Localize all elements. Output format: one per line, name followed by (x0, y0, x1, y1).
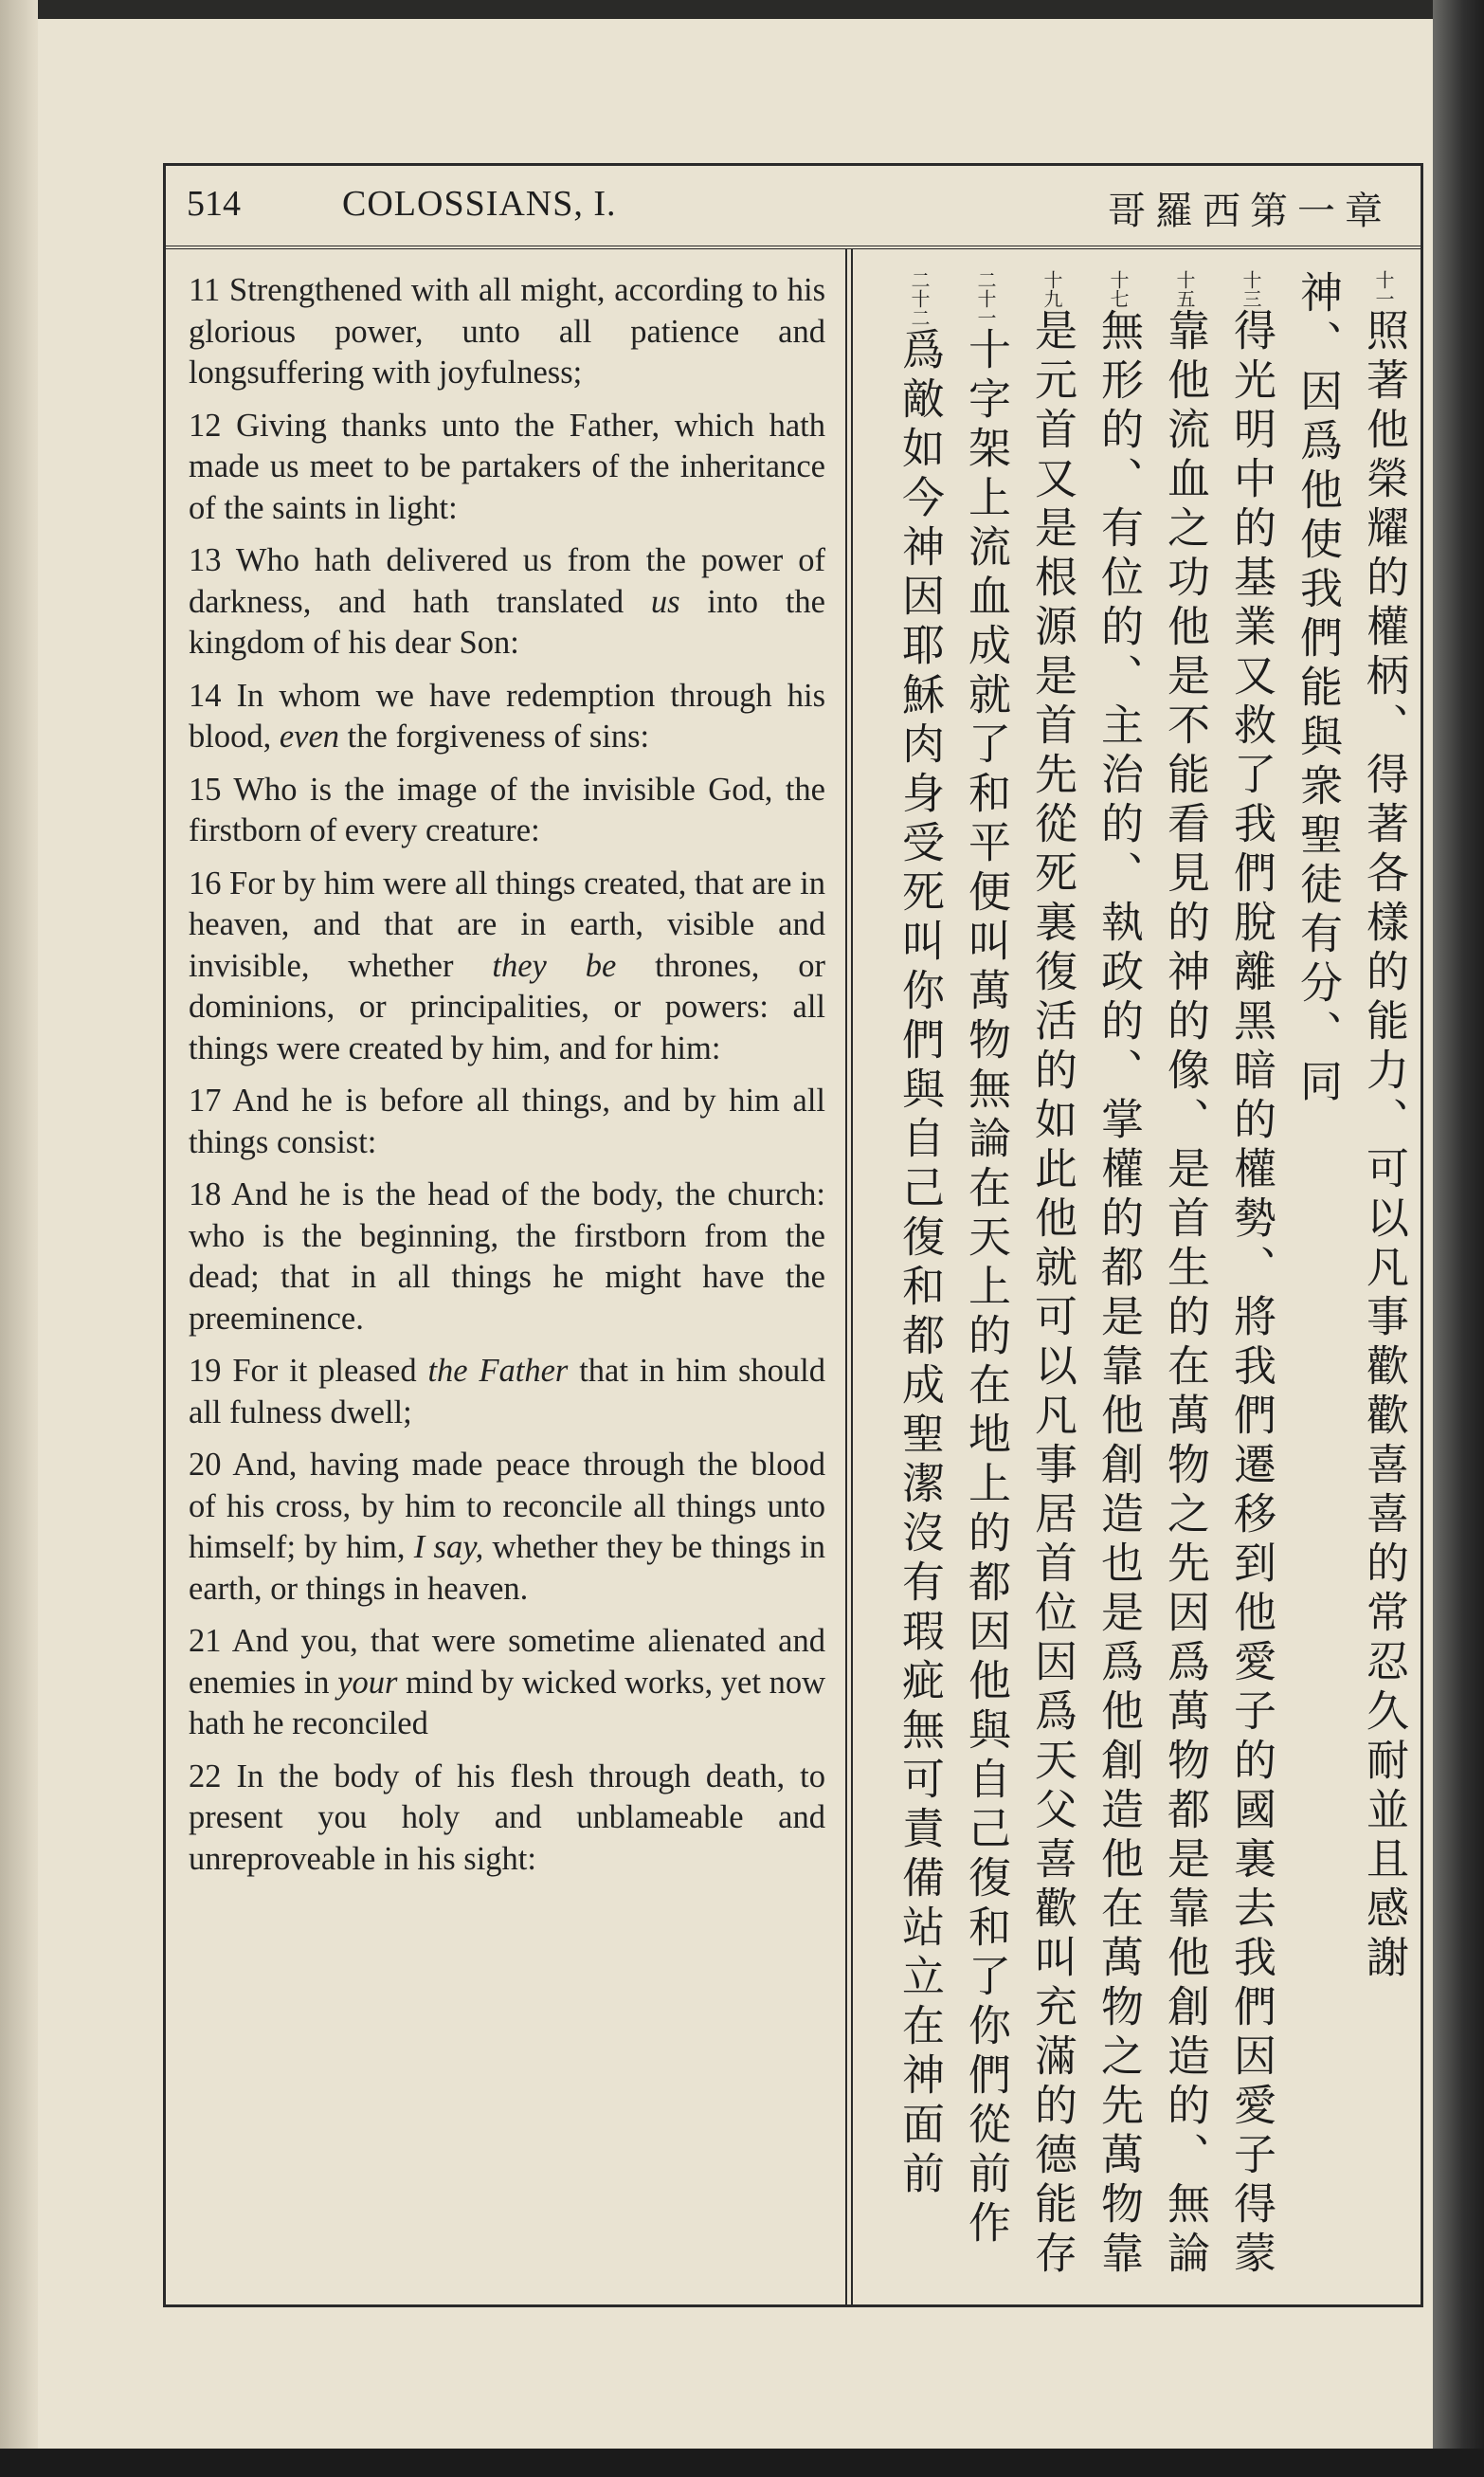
english-column (189, 270, 825, 1891)
scan-top-border (0, 0, 1484, 19)
english-verse (189, 406, 825, 530)
verse-number-mark: 十七 (1107, 270, 1130, 308)
verse-text: mind by wicked works, yet now hath he reconciled (189, 1664, 825, 1741)
verse-text: 22 In the body of his flesh through death, to present you holy and unblameable and unreproveable in his sight: (189, 1758, 825, 1877)
chinese-text-column (1026, 270, 1077, 2289)
verse-italic-text: I say, (413, 1529, 484, 1565)
english-verse (189, 1757, 825, 1881)
english-verse (189, 1445, 825, 1610)
verse-italic-text: the Father (427, 1353, 569, 1389)
chinese-verse-text: 無形的、有位的、主治的、執政的、掌權的都是靠他創造也是爲他創造他在萬物之先萬物靠 (1094, 308, 1144, 2280)
verse-italic-text: even (279, 719, 340, 755)
chinese-verse-text: 得光明中的基業又救了我們脫離黑暗的權勢、將我們遷移到他愛子的國裏去我們因愛子得蒙 (1226, 308, 1276, 2280)
english-verse (189, 1621, 825, 1745)
text-frame (163, 163, 1423, 2307)
chinese-verse-text: 爲敵如今神因耶穌肉身受死叫你們與自己復和都成聖潔沒有瑕疵無可責備站立在神面前 (895, 327, 945, 2200)
verse-text: 21 And you, that were sometime alienated and enemies in (189, 1623, 825, 1701)
chinese-text-column (1292, 270, 1343, 2289)
verse-text: 13 Who hath delivered us from the power of darkness, and hath translated (189, 542, 825, 620)
running-head: COLOSSIANS, I. (342, 184, 617, 224)
english-verse (189, 1351, 825, 1433)
chinese-verse-text: 神、因爲他使我們能與衆聖徒有分、同 (1293, 270, 1343, 1108)
verse-text: the forgiveness of sins: (339, 719, 650, 755)
page-number: 514 (187, 184, 241, 224)
verse-text: into the kingdom of his dear Son: (189, 583, 825, 661)
verse-italic-text: us (650, 583, 680, 620)
page-edge (1433, 0, 1484, 2477)
chinese-text-column (894, 270, 945, 2289)
english-verse (189, 770, 825, 852)
chinese-text-column (1225, 270, 1276, 2289)
scan-bottom-border (0, 2449, 1484, 2477)
verse-number-mark: 二十一 (974, 270, 997, 327)
chinese-text-column (1159, 270, 1210, 2289)
verse-text: 12 Giving thanks unto the Father, which hath made us meet to be partakers of the inheritance of the saints in light: (189, 407, 825, 526)
verse-number-mark: 十三 (1240, 270, 1262, 308)
column-divider (845, 249, 853, 2306)
english-verse (189, 1081, 825, 1163)
verse-italic-text: they be (492, 947, 617, 984)
verse-text: 16 For by him were all things created, that are in heaven, and that are in earth, visible and invisible, whether (189, 865, 825, 984)
english-verse (189, 864, 825, 1070)
chinese-verse-text: 是元首又是根源是首先從死裏復活的如此他就可以凡事居首位因爲天父喜歡叫充滿的德能存 (1027, 308, 1077, 2280)
verse-text: thrones, or dominions, or principalities, or powers: all things were created by him, and for him: (189, 947, 825, 1066)
verse-number-mark: 十五 (1173, 270, 1196, 308)
gutter-shadow (0, 0, 38, 2477)
chinese-text-column (960, 270, 1011, 2289)
verse-text: 11 Strengthened with all might, according to his glorious power, unto all patience and longsuffering with joyfulness; (189, 272, 825, 391)
english-verse (189, 676, 825, 758)
english-verse (189, 540, 825, 665)
verse-text: that in him should all fulness dwell; (189, 1353, 826, 1430)
verse-text: 15 Who is the image of the invisible God, the firstborn of every creature: (189, 771, 825, 848)
english-verse (189, 270, 825, 394)
chinese-verse-text: 靠他流血之功他是不能看見的神的像、是首生的在萬物之先因爲萬物都是靠他創造的、無論 (1160, 308, 1210, 2280)
page-header (166, 166, 1421, 249)
verse-number-mark: 十一 (1372, 270, 1395, 308)
verse-number-mark: 二十二 (908, 270, 931, 327)
chinese-running-head: 哥羅西第一章 (1108, 190, 1392, 233)
verse-text: 17 And he is before all things, and by him all things consist: (189, 1083, 825, 1160)
verse-text: 18 And he is the head of the body, the church: who is the beginning, the firstborn from the dead; that in all things he might have the preeminence. (189, 1176, 825, 1337)
chinese-verse-text: 照著他榮耀的權柄、得著各樣的能力、可以凡事歡歡喜喜的常忍久耐並且感謝 (1359, 308, 1409, 1984)
english-verse (189, 1175, 825, 1339)
chinese-column (869, 270, 1409, 2289)
verse-number-mark: 十九 (1041, 270, 1063, 308)
chinese-verse-text: 十字架上流血成就了和平便叫萬物無論在天上的在地上的都因他與自己復和了你們從前作 (961, 327, 1011, 2249)
verse-text: 19 For it pleased (189, 1353, 428, 1389)
verse-text: 14 In whom we have redemption through his blood, (189, 677, 825, 755)
chinese-text-column (1093, 270, 1144, 2289)
verse-italic-text: your (337, 1664, 398, 1701)
verse-text: 20 And, having made peace through the blood of his cross, by him to reconcile all things unto himself; by him, (189, 1447, 825, 1565)
verse-text: whether they be things in earth, or things in heaven. (189, 1529, 825, 1607)
chinese-text-column (1358, 270, 1409, 2289)
